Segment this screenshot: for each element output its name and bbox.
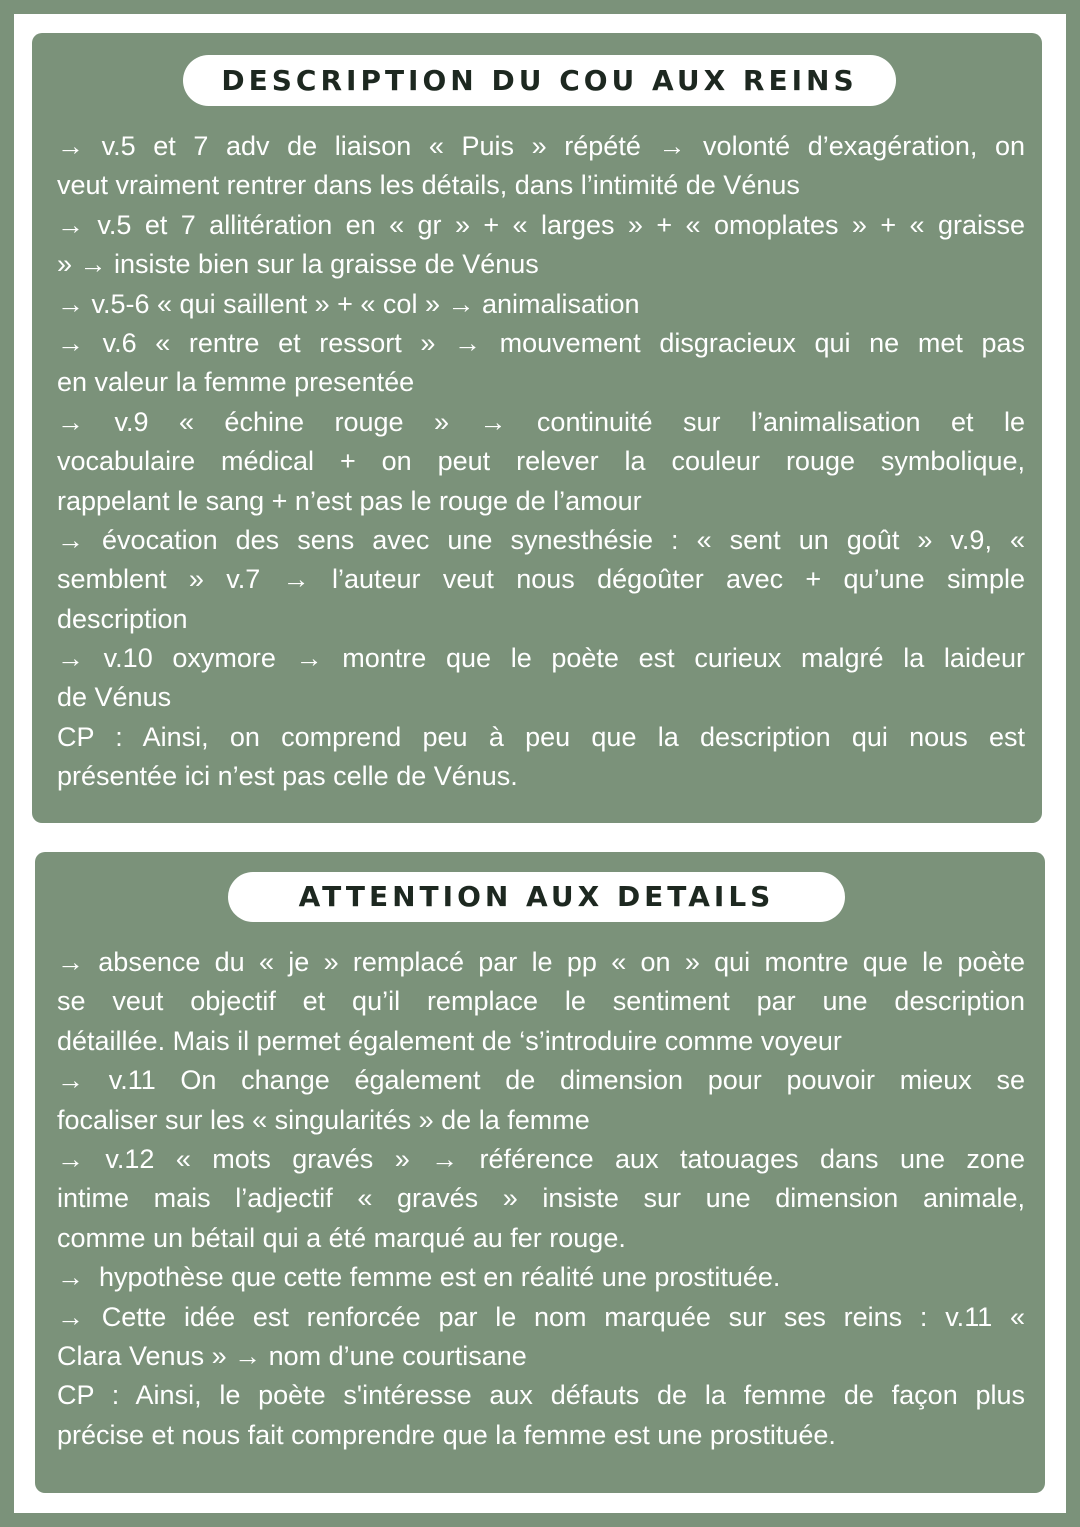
text-line: → v.10 oxymore → montre que le poète est curieux malgré la laideur — [57, 643, 1025, 674]
paragraph — [57, 1258, 1025, 1297]
text-line: de Vénus — [57, 682, 172, 713]
text-line: → v.6 « rentre et ressort » → mouvement disgracieux qui ne met pas — [57, 327, 1025, 358]
paragraph — [57, 639, 1025, 718]
text-line: veut vraiment rentrer dans les détails, dans l’intimité de Vénus — [57, 170, 800, 201]
text-line: → Cette idée est renforcée par le nom marquée sur ses reins : v.11 « — [57, 1301, 1025, 1332]
paragraph — [57, 1298, 1025, 1377]
text-line: → absence du « je » remplacé par le pp « on » qui montre que le poète — [57, 947, 1025, 977]
text-line: → v.5-6 « qui saillent » + « col » → animalisation — [57, 288, 640, 319]
text-line: CP : Ainsi, on comprend peu à peu que la description qui nous est — [57, 721, 1025, 752]
paragraph — [57, 403, 1025, 521]
text-line: Clara Venus » → nom d’une courtisane — [57, 1340, 527, 1371]
text-line: CP : Ainsi, le poète s'intéresse aux défauts de la femme de façon plus — [57, 1380, 1025, 1411]
paragraph — [57, 943, 1025, 1061]
text-line: intime mais l’adjectif « gravés » insiste sur une dimension animale, — [57, 1183, 1025, 1214]
text-line: détaillée. Mais il permet également de ‘s’introduire comme voyeur — [57, 1025, 842, 1056]
paragraph — [57, 521, 1025, 639]
paragraph — [57, 206, 1025, 285]
section-title: DESCRIPTION DU COU AUX REINS — [183, 55, 896, 106]
paragraph — [57, 1140, 1025, 1258]
section-body — [57, 943, 1025, 1455]
text-line: vocabulaire médical + on peut relever la couleur rouge symbolique, — [57, 446, 1025, 477]
text-line: → v.9 « échine rouge » → continuité sur l’animalisation et le — [57, 406, 1025, 437]
text-line: précise et nous fait comprendre que la femme est une prostituée. — [57, 1419, 836, 1450]
text-line: semblent » v.7 → l’auteur veut nous dégoûter avec + qu’une simple — [57, 564, 1025, 595]
text-line: description — [57, 603, 188, 634]
text-line: en valeur la femme presentée — [57, 367, 415, 398]
text-line: → v.5 et 7 allitération en « gr » + « larges » + « omoplates » + « graisse — [57, 209, 1025, 240]
text-line: » → insiste bien sur la graisse de Vénus — [57, 249, 539, 280]
text-line: → v.12 « mots gravés » → référence aux tatouages dans une zone — [57, 1143, 1025, 1174]
section-title: ATTENTION AUX DETAILS — [228, 872, 845, 922]
text-line: → évocation des sens avec une synesthésie : « sent un goût » v.9, « — [57, 524, 1025, 555]
text-line: focaliser sur les « singularités » de la femme — [57, 1104, 590, 1135]
paragraph — [57, 324, 1025, 403]
section-body — [57, 127, 1025, 797]
paragraph — [57, 127, 1025, 206]
paragraph — [57, 285, 1025, 324]
paragraph — [57, 718, 1025, 797]
text-line: → hypothèse que cette femme est en réalité une prostituée. — [57, 1262, 781, 1293]
text-line: comme un bétail qui a été marqué au fer rouge. — [57, 1222, 626, 1253]
section-panel-details — [35, 852, 1045, 1493]
text-line: se veut objectif et qu’il remplace le sentiment par une description — [57, 986, 1025, 1017]
text-line: → v.11 On change également de dimension pour pouvoir mieux se — [57, 1065, 1025, 1096]
text-line: présentée ici n’est pas celle de Vénus. — [57, 761, 518, 792]
paragraph — [57, 1376, 1025, 1455]
text-line: rappelant le sang + n’est pas le rouge de l’amour — [57, 485, 642, 516]
text-line: → v.5 et 7 adv de liaison « Puis » répété → volonté d’exagération, on — [57, 131, 1025, 161]
paragraph — [57, 1061, 1025, 1140]
section-panel-description — [32, 33, 1042, 823]
